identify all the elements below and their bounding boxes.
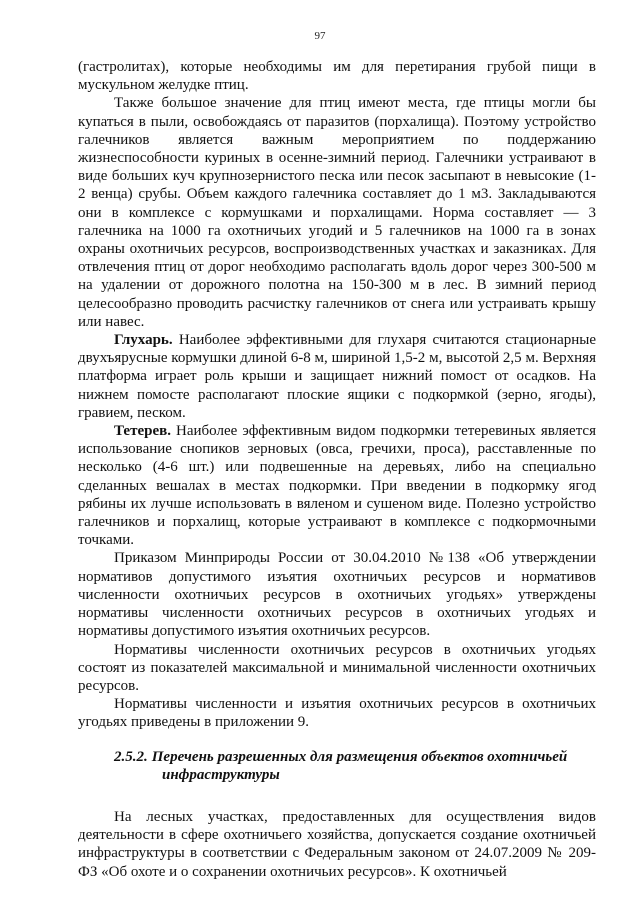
page-number: 97 xyxy=(314,30,326,42)
black-grouse-text: Наиболее эффективным видом подкормки тетеревиных является использование снопиков зерновых (овса, гречихи, проса), расставленные по несколько (4-6 шт.) или подвешенные на деревьях, либо на специально сделанных вешалах в местах подкормки. При введении в подкормку ягод рябины их лучше использовать в вяленом и сушеном виде. Полезно устройство галечников и порхалищ, которые устраивают в комплексе с подкормочными точками. xyxy=(78,423,596,549)
paragraph-grouse xyxy=(78,331,596,422)
term-grouse: Глухарь. xyxy=(114,332,173,349)
paragraph-galechniki: Также большое значение для птиц имеют места, где птицы могли бы купаться в пыли, освобождаясь от паразитов (порхалища). Поэтому устройство галечников является важным мероприятием по поддержанию жизнеспособности куриных в осенне-зимний период. Галечники устраивают в виде больших куч крупнозернистого песка или песок засыпают в невысокие (1-2 венца) срубы. Объем каждого галечника составляет до 1 м3. Закладываются они в комплексе с кормушками и порхалищами. Норма составляет — 3 галечника на 1000 га охотничьих угодий и 5 галечников на 1000 га в зонах охраны охотничьих ресурсов, воспроизводственных участках и заказниках. Для отвлечения птиц от дорог необходимо располагать вдоль дорог через 300-500 м на удалении от дорожного полотна на 150-300 м в лес. В зимний период целесообразно проводить расчистку галечников от снега или устраивать крышу или навес. xyxy=(78,95,596,330)
paragraph-gastroliths: (гастролитах), которые необходимы им для перетирания грубой пищи в мускульном желудке птиц. xyxy=(78,59,596,94)
page-content xyxy=(78,58,596,881)
paragraph-order: Приказом Минприроды России от 30.04.2010 №138 «Об утверждении нормативов допустимого изъятия охотничьих ресурсов и нормативов численности охотничьих ресурсов в охотничьих угодьях» утверждены нормативы численности охотничьих ресурсов в охотничьих угодьях и нормативы допустимого изъятия охотничьих ресурсов. xyxy=(78,550,596,640)
paragraph-norms-composition: Нормативы численности охотничьих ресурсов в охотничьих угодьях состоят из показателей максимальной и минимальной численности охотничьих ресурсов. xyxy=(78,641,596,694)
paragraph-norms-appendix: Нормативы численности и изъятия охотничьих ресурсов в охотничьих угодьях приведены в приложении 9. xyxy=(78,696,596,731)
section-title-line2: инфраструктуры xyxy=(162,766,280,783)
section-number: 2.5.2. xyxy=(114,748,148,765)
grouse-text: Наиболее эффективными для глухаря считаются стационарные двухъярусные кормушки длиной 6-8 м, шириной 1,5-2 м, высотой 2,5 м. Верхняя платформа играет роль крыши и защищает нижний помост от осадков. На нижнем помосте располагают плоские ящики с подкормкой (зерно, ягоды), гравием, песком. xyxy=(78,332,596,421)
section-title-line1: Перечень разрешенных для размещения объектов охотничьей xyxy=(151,748,568,765)
paragraph-forest-plots: На лесных участках, предоставленных для осуществления видов деятельности в сфере охотничьего хозяйства, допускается создание охотничьей инфраструктуры в соответствии с Федеральным законом от 24.07.2009 № 209-ФЗ «Об охоте и о сохранении охотничьих ресурсов». К охотничьей xyxy=(78,808,596,880)
term-black-grouse: Тетерев. xyxy=(114,423,171,440)
section-heading xyxy=(78,748,596,784)
paragraph-black-grouse xyxy=(78,422,596,549)
